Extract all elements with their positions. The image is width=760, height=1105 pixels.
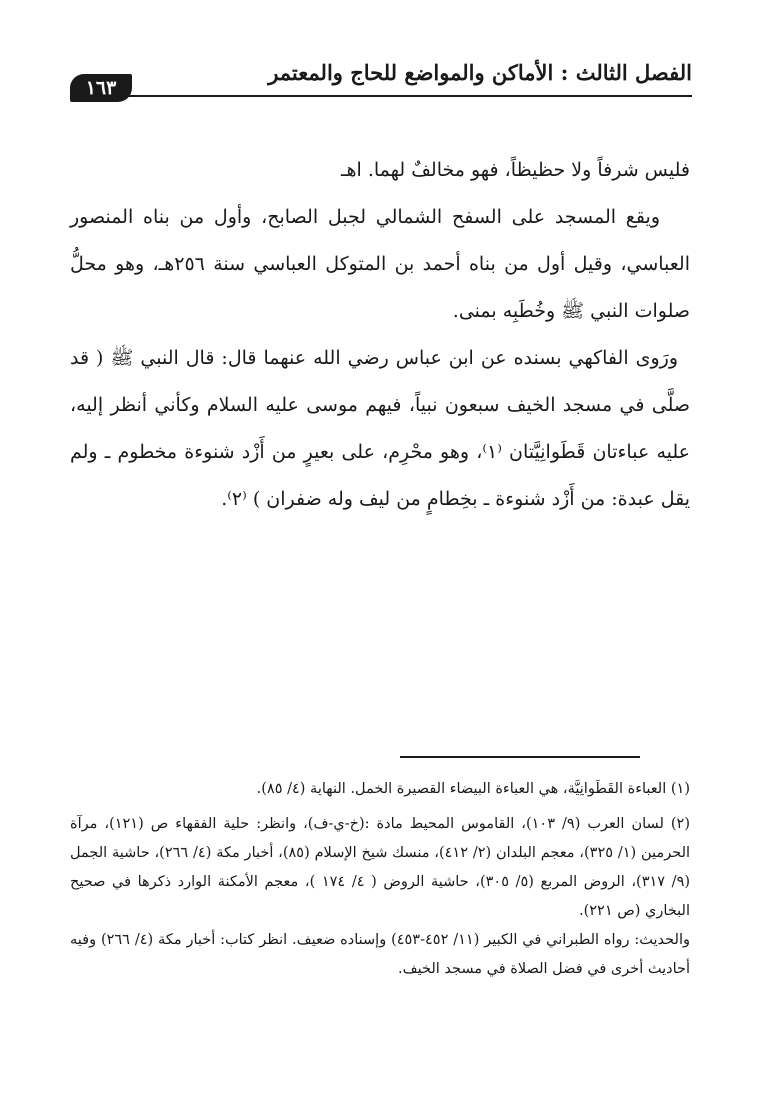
footnote-1: (١) العباءة القَطَوانِيَّة، هي العباءة البيضاء القصيرة الخمل. النهاية (٤/ ٨٥). <box>256 781 690 797</box>
running-title: الفصل الثالث : الأماكن والمواضع للحاج والمعتمر <box>268 60 692 85</box>
body-paragraph-2: ويقع المسجد على السفح الشمالي لجبل الصابح، وأول من بناه المنصور العباسي، وقيل أول من بناه أحمد بن المتوكل العباسي سنة ٢٥٦هـ، وهو محلُّ صلوات النبي ﷺ وخُطَبِه بمنى. <box>70 206 690 322</box>
body-paragraph-3: ورَوى الفاكهي بسنده عن ابن عباس رضي الله عنهما قال: قال النبي ﷺ ( قد صلَّى في مسجد الخيف سبعون نبياً، فيهم موسى عليه السلام وكأني أنظر إليه، عليه عباءتان قَطَوانِيَّتان ⁽١⁾، وهو محْرِم، على بعيرٍ من أَزْد شنوءة مخطوم ـ ولم يقل عبدة: من أَزْد شنوءة ـ بخِطامٍ من ليف وله ضفران ) ⁽٢⁾. <box>70 347 690 510</box>
header-rule <box>126 95 692 97</box>
page-header <box>70 56 692 102</box>
page-number: ١٦٣ <box>70 74 132 102</box>
footnote-2-continuation: والحديث: رواه الطبراني في الكبير (١١/ ٤٥٢-٤٥٣) وإسناده ضعيف. انظر كتاب: أخبار مكة (٤/ ٢٦٦) وفيه أحاديث أخرى في فضل الصلاة في مسجد الخيف. <box>70 932 690 977</box>
footnotes <box>70 775 690 984</box>
body-line-1: فليس شرفاً ولا حظيظاً، فهو مخالفٌ لهما. اهـ <box>340 159 690 181</box>
footnote-2: (٢) لسان العرب (٩/ ١٠٣)، القاموس المحيط مادة :(خ-ي-ف)، وانظر: حلية الفقهاء ص (١٢١)، مرآة الحرمين (١/ ٣٢٥)، معجم البلدان (٢/ ٤١٢)، منسك شيخ الإسلام (٨٥)، أخبار مكة (٤/ ٢٦٦)، حاشية الجمل (٩/ ٣١٧)، الروض المربع (٥/ ٣٠٥)، حاشية الروض ( ٤/ ١٧٤ )، معجم الأمكنة الوارد ذكرها في صحيح البخاري (ص ٢٢١). <box>70 816 691 919</box>
footnote-separator <box>400 756 640 758</box>
body-text <box>70 147 690 523</box>
